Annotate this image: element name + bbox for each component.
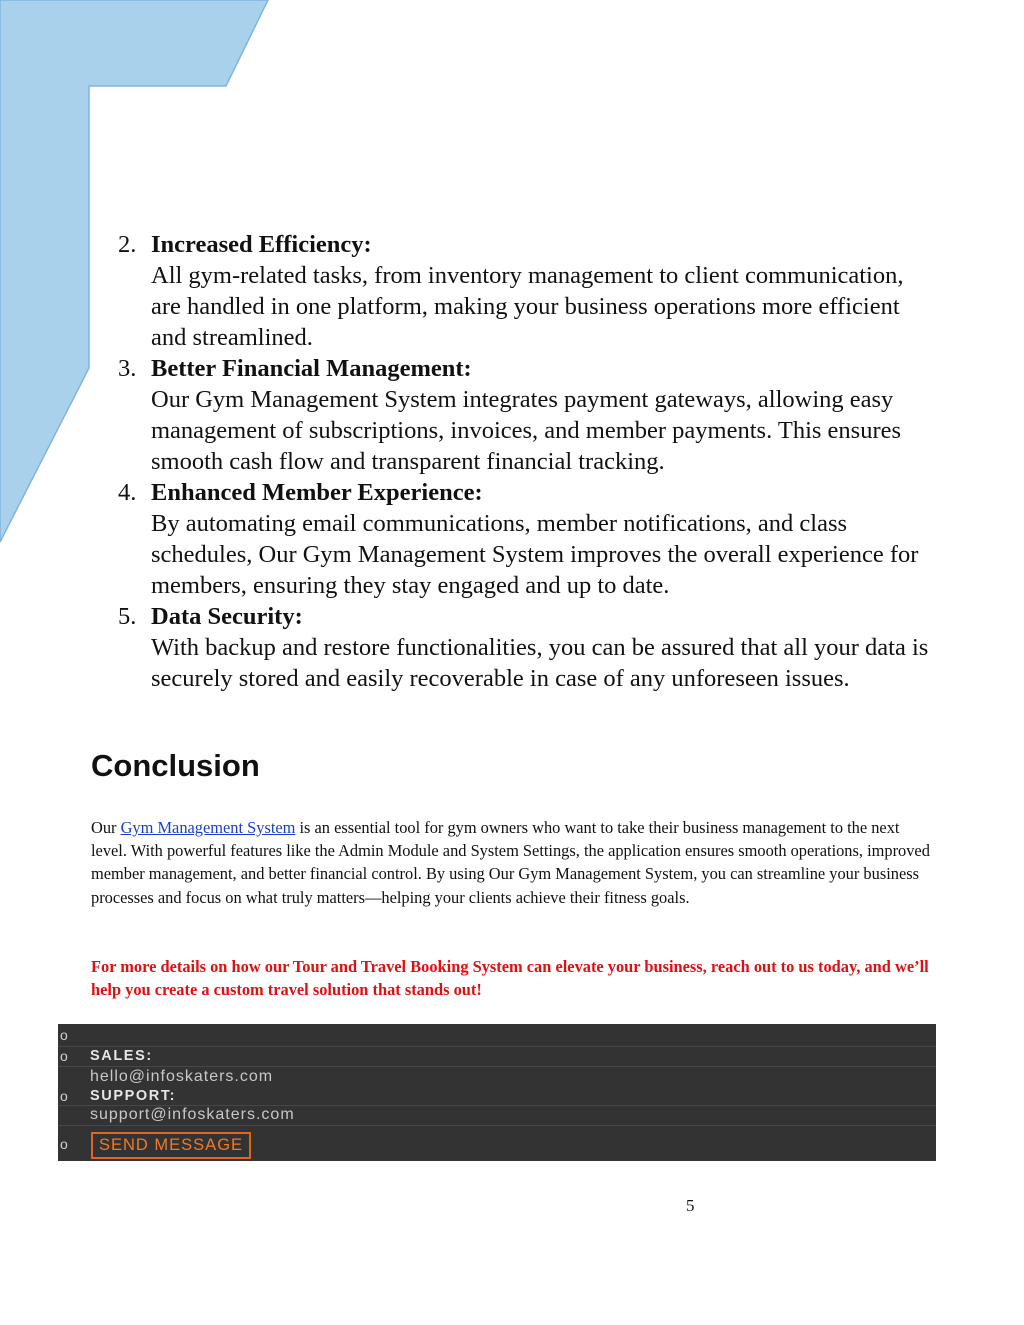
gym-management-system-link[interactable]: Gym Management System: [120, 818, 296, 837]
benefit-text: Our Gym Management System integrates payment gateways, allowing easy management of subscriptions, invoices, and member payments. This ensures smooth cash flow and transparent financial tracking.: [151, 386, 902, 475]
bullet-icon: o: [60, 1027, 68, 1043]
support-email[interactable]: support@infoskaters.com: [90, 1106, 295, 1123]
contact-row-send: [58, 1126, 936, 1161]
bullet-icon: o: [60, 1048, 68, 1064]
contact-row-support-email: [58, 1106, 936, 1126]
send-message-button[interactable]: SEND MESSAGE: [91, 1132, 251, 1159]
benefit-text: By automating email communications, member notifications, and class schedules, Our Gym Management System improves the overall experience for members, ensuring they stay engaged and up to date.: [151, 510, 919, 599]
page-number: 5: [686, 1196, 695, 1215]
benefit-text: With backup and restore functionalities, you can be assured that all your data is securely stored and easily recoverable in case of any unforeseen issues.: [151, 634, 929, 692]
benefit-number: 5.: [118, 603, 137, 630]
benefit-title: Better Financial Management:: [151, 355, 472, 382]
benefit-number: 3.: [118, 355, 137, 382]
benefit-item: [118, 601, 938, 694]
bullet-icon: o: [60, 1088, 68, 1104]
conclusion-text-rest: is an essential tool for gym owners who want to take their business management to the next level. With powerful features like the Admin Module and System Settings, the application ensures smooth operations, improved member management, and better financial control. By using Our Gym Management System, you can streamline your business processes and focus on what truly matters—helping your clients achieve their fitness goals.: [91, 818, 930, 907]
benefit-title: Increased Efficiency:: [151, 231, 372, 258]
benefit-title: Data Security:: [151, 603, 303, 630]
bullet-icon: o: [60, 1136, 68, 1152]
contact-bar: [58, 1024, 936, 1161]
benefit-item: [118, 229, 938, 353]
benefit-number: 4.: [118, 479, 137, 506]
benefit-item: [118, 353, 938, 477]
contact-row-sales: [58, 1047, 936, 1067]
support-label: SUPPORT:: [90, 1088, 177, 1104]
conclusion-paragraph: [91, 816, 931, 909]
contact-row-empty: [58, 1024, 936, 1047]
sales-email[interactable]: hello@infoskaters.com: [90, 1068, 274, 1085]
conclusion-text-start: Our: [91, 818, 121, 837]
contact-row-sales-email: [58, 1067, 936, 1087]
benefit-item: [118, 477, 938, 601]
sales-label: SALES:: [90, 1048, 153, 1064]
contact-row-support: [58, 1088, 936, 1106]
conclusion-heading: Conclusion: [91, 748, 260, 783]
benefit-title: Enhanced Member Experience:: [151, 479, 483, 506]
benefits-list: [118, 229, 938, 694]
benefit-text: All gym-related tasks, from inventory management to client communication, are handled in one platform, making your business operations more efficient and streamlined.: [151, 262, 904, 351]
call-to-action-text: For more details on how our Tour and Travel Booking System can elevate your business, reach out to us today, and we’ll help you create a custom travel solution that stands out!: [91, 957, 929, 1000]
benefit-number: 2.: [118, 231, 137, 258]
